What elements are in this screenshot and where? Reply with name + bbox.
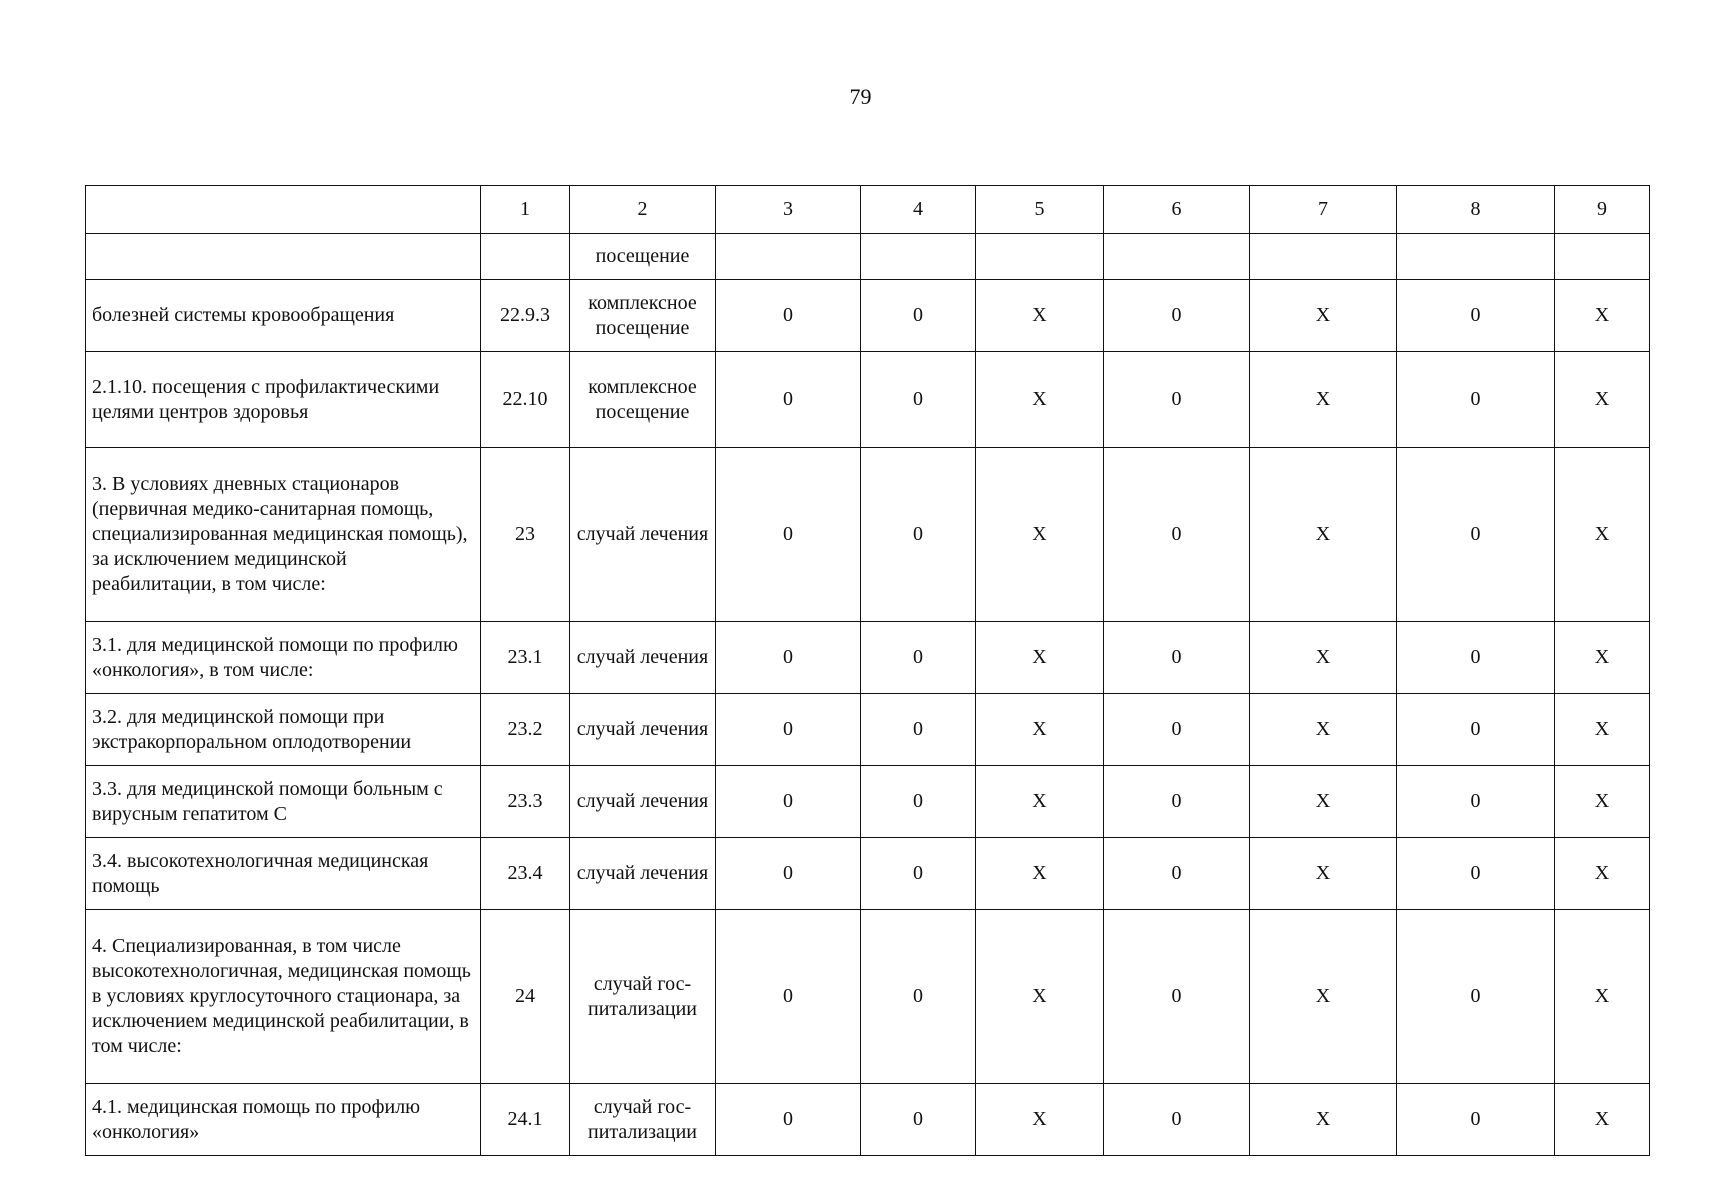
row-value: X — [1250, 766, 1397, 838]
row-unit: случай лечения — [570, 694, 716, 766]
row-value: 0 — [1104, 622, 1250, 694]
row-value: 0 — [716, 910, 861, 1084]
row-value: X — [1250, 694, 1397, 766]
column-number: 3 — [716, 186, 861, 234]
row-value: X — [1250, 280, 1397, 352]
table-row — [86, 838, 1650, 910]
row-value: X — [1250, 1084, 1397, 1156]
row-code: 23.4 — [481, 838, 570, 910]
row-code: 23.3 — [481, 766, 570, 838]
row-value: 0 — [1397, 766, 1555, 838]
row-unit: случай лечения — [570, 838, 716, 910]
row-value: X — [976, 910, 1104, 1084]
row-value: X — [976, 622, 1104, 694]
row-label: 3.4. высокотехнологичная медицинская помощь — [86, 838, 481, 910]
row-value — [861, 234, 976, 280]
table-row — [86, 448, 1650, 622]
row-label — [86, 234, 481, 280]
row-code: 24.1 — [481, 1084, 570, 1156]
row-value: 0 — [1104, 352, 1250, 448]
row-label: 4. Специализированная, в том числе высокотехнологичная, медицинская помощь в условиях круглосуточного стационара, за исключением медицинской реабилитации, в том числе: — [86, 910, 481, 1084]
row-value: X — [1555, 448, 1650, 622]
row-value: X — [1250, 352, 1397, 448]
row-value: 0 — [861, 352, 976, 448]
column-number: 8 — [1397, 186, 1555, 234]
row-label: 3. В условиях дневных стационаров (первичная медико-санитарная помощь, специализированная медицинская помощь), за исключением медицинской реабилитации, в том числе: — [86, 448, 481, 622]
row-value — [976, 234, 1104, 280]
row-unit: случай гос-питализации — [570, 910, 716, 1084]
row-value: 0 — [1104, 766, 1250, 838]
row-value: 0 — [716, 838, 861, 910]
row-value: X — [1250, 910, 1397, 1084]
row-code — [481, 234, 570, 280]
row-value: 0 — [861, 448, 976, 622]
row-value — [1555, 234, 1650, 280]
row-unit: комплексное посещение — [570, 352, 716, 448]
row-value: 0 — [861, 838, 976, 910]
row-value: X — [1555, 694, 1650, 766]
row-value: X — [976, 280, 1104, 352]
row-value: 0 — [1397, 448, 1555, 622]
row-value — [1250, 234, 1397, 280]
page-number: 79 — [849, 84, 872, 109]
row-value: 0 — [716, 694, 861, 766]
row-value: 0 — [716, 1084, 861, 1156]
header-cell-blank — [86, 186, 481, 234]
table-row — [86, 766, 1650, 838]
row-value: X — [976, 766, 1104, 838]
row-unit: случай лечения — [570, 622, 716, 694]
row-unit: посещение — [570, 234, 716, 280]
column-number: 9 — [1555, 186, 1650, 234]
row-value: 0 — [1397, 280, 1555, 352]
row-value: X — [976, 1084, 1104, 1156]
row-value: X — [1555, 352, 1650, 448]
row-value: X — [976, 448, 1104, 622]
table-row — [86, 234, 1650, 280]
row-value: 0 — [1397, 910, 1555, 1084]
row-value: X — [1250, 622, 1397, 694]
row-value: 0 — [1397, 352, 1555, 448]
table-row — [86, 1084, 1650, 1156]
row-value: X — [1250, 838, 1397, 910]
row-value — [716, 234, 861, 280]
table-row — [86, 280, 1650, 352]
row-value: 0 — [1397, 838, 1555, 910]
row-value: 0 — [861, 280, 976, 352]
row-value: X — [976, 352, 1104, 448]
row-value: 0 — [716, 448, 861, 622]
column-number: 7 — [1250, 186, 1397, 234]
row-value: 0 — [1104, 1084, 1250, 1156]
row-value: X — [1555, 838, 1650, 910]
row-value — [1104, 234, 1250, 280]
row-value: 0 — [861, 766, 976, 838]
row-value: 0 — [861, 1084, 976, 1156]
data-table — [85, 185, 1650, 1156]
row-value: 0 — [1104, 280, 1250, 352]
row-code: 23.2 — [481, 694, 570, 766]
row-value: X — [1250, 448, 1397, 622]
row-value: 0 — [1104, 838, 1250, 910]
row-unit: комплексное посещение — [570, 280, 716, 352]
row-value — [1397, 234, 1555, 280]
header-row — [86, 186, 1650, 234]
table-row — [86, 694, 1650, 766]
row-value: 0 — [1397, 1084, 1555, 1156]
row-value: X — [976, 694, 1104, 766]
row-value: 0 — [716, 280, 861, 352]
row-unit: случай лечения — [570, 448, 716, 622]
row-value: 0 — [861, 910, 976, 1084]
row-value: 0 — [1104, 694, 1250, 766]
row-value: X — [1555, 622, 1650, 694]
row-label: 3.2. для медицинской помощи при экстракорпоральном оплодотворении — [86, 694, 481, 766]
table-row — [86, 622, 1650, 694]
row-unit: случай гос-питализации — [570, 1084, 716, 1156]
row-value: X — [1555, 766, 1650, 838]
row-value: 0 — [1104, 910, 1250, 1084]
row-unit: случай лечения — [570, 766, 716, 838]
row-code: 22.9.3 — [481, 280, 570, 352]
table-row — [86, 910, 1650, 1084]
row-code: 22.10 — [481, 352, 570, 448]
row-code: 23.1 — [481, 622, 570, 694]
row-code: 24 — [481, 910, 570, 1084]
row-label: 2.1.10. посещения с профилактическими целями центров здоровья — [86, 352, 481, 448]
table-row — [86, 352, 1650, 448]
row-code: 23 — [481, 448, 570, 622]
row-value: 0 — [716, 766, 861, 838]
row-label: 4.1. медицинская помощь по профилю «онкология» — [86, 1084, 481, 1156]
row-value: 0 — [861, 622, 976, 694]
row-value: 0 — [716, 622, 861, 694]
row-value: 0 — [1397, 694, 1555, 766]
row-label: болезней системы кровообращения — [86, 280, 481, 352]
row-value: X — [1555, 910, 1650, 1084]
row-value: 0 — [1397, 622, 1555, 694]
row-value: 0 — [1104, 448, 1250, 622]
row-value: 0 — [716, 352, 861, 448]
column-number: 4 — [861, 186, 976, 234]
row-value: X — [1555, 280, 1650, 352]
column-number: 6 — [1104, 186, 1250, 234]
row-label: 3.3. для медицинской помощи больным с вирусным гепатитом С — [86, 766, 481, 838]
column-number: 2 — [570, 186, 716, 234]
row-value: X — [1555, 1084, 1650, 1156]
row-value: X — [976, 838, 1104, 910]
row-label: 3.1. для медицинской помощи по профилю «онкология», в том числе: — [86, 622, 481, 694]
column-number: 5 — [976, 186, 1104, 234]
column-number: 1 — [481, 186, 570, 234]
row-value: 0 — [861, 694, 976, 766]
